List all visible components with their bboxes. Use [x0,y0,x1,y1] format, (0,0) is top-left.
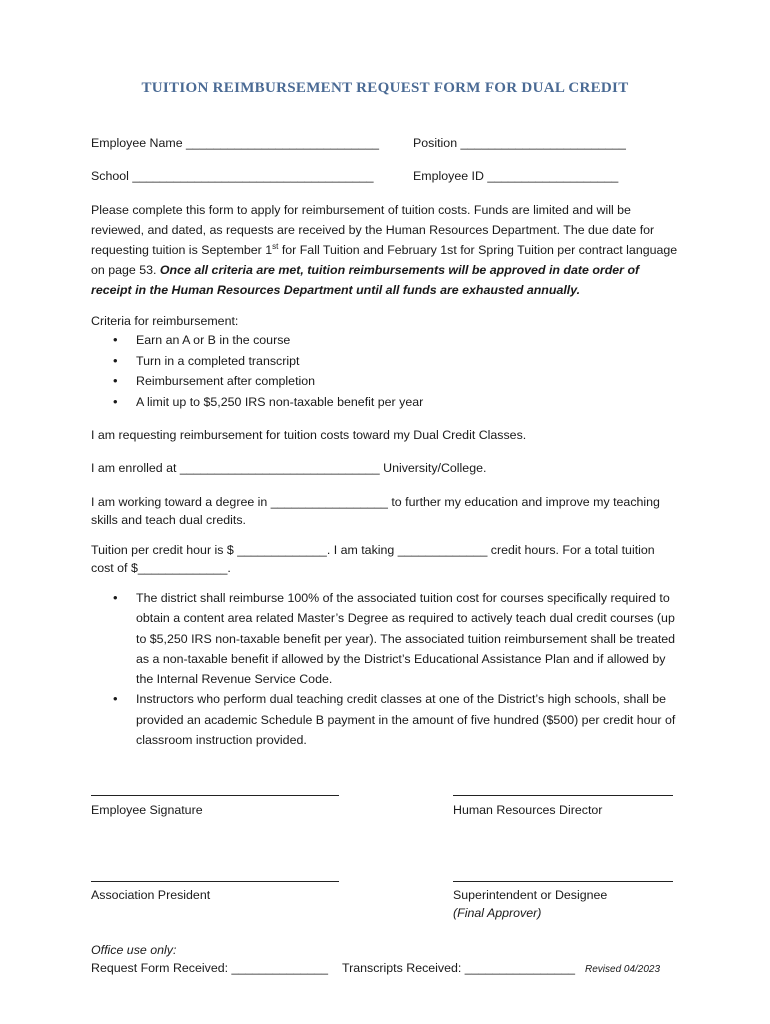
intro-text-1: Please complete this form to apply for reimbursement of tuition costs. Funds are limited and will be reviewed, and dated, as requests are received by the Human Resources Department. The due date for requesting tuition is September 1 [91,203,655,257]
policy-item: • Instructors who perform dual teaching credit classes at one of the District’s high schools, shall be provided an academic Schedule B payment in the amount of five hundred ($500) per credit hour of classroom instruction provided. [91,689,681,750]
employee-id-field[interactable]: Employee ID ___________________ [413,169,619,183]
association-president-label: Association President [91,888,211,902]
criteria-item: • Reimbursement after completion [91,371,691,392]
hr-director-signature-line[interactable] [453,795,673,796]
policy-item: • The district shall reimburse 100% of the associated tuition cost for courses specifically required to obtain a content area related Master’s Degree as required to actively teach dual credit courses (up to $5,250 IRS non-taxable benefit per year). The associated tuition reimbursement shall be treated as a non-taxable benefit if allowed by the District’s Educational Assistance Plan and if allowed by the Internal Revenue Service Code. [91,588,681,689]
criteria-item: • A limit up to $5,250 IRS non-taxable benefit per year [91,392,691,413]
form-title: TUITION REIMBURSEMENT REQUEST FORM FOR DUAL CREDIT [141,80,629,96]
school-field[interactable]: School ___________________________________ [91,169,374,183]
superintendent-signature-line[interactable] [453,881,673,882]
intro-text-2: for Fall Tuition and February 1st for Spring Tuition per contract language on page 53. [91,243,678,277]
tuition-statement[interactable]: Tuition per credit hour is $ _____________. I am taking _____________ credit hours. For a total tuition cost of $_____________. [91,543,655,575]
intro-superscript: st [272,241,279,251]
requesting-statement: I am requesting reimbursement for tuition costs toward my Dual Credit Classes. [91,428,527,442]
transcripts-received-field[interactable]: Transcripts Received: ________________ [342,961,576,975]
employee-signature-line[interactable] [91,795,339,796]
superintendent-label: Superintendent or Designee [453,888,608,902]
degree-statement[interactable]: I am working toward a degree in _________________ to further my education and improve my teaching skills and teach dual credits. [91,495,660,527]
employee-name-field[interactable]: Employee Name ____________________________ [91,136,379,150]
employee-signature-label: Employee Signature [91,803,203,817]
association-signature-line[interactable] [91,881,339,882]
intro-paragraph [91,200,681,300]
criteria-list [91,330,691,413]
position-field[interactable]: Position ________________________ [413,136,626,150]
request-form-received-field[interactable]: Request Form Received: ______________ [91,961,328,975]
office-use-heading: Office use only: [91,943,177,957]
revision-date: Revised 04/2023 [585,964,661,975]
intro-bold-notice: Once all criteria are met, tuition reimbursements will be approved in date order of receipt in the Human Resources Department until all funds are exhausted annually. [91,263,640,297]
policy-list [91,588,681,750]
criteria-heading: Criteria for reimbursement: [91,314,239,328]
final-approver-label: (Final Approver) [453,906,542,920]
criteria-item: • Turn in a completed transcript [91,351,691,372]
hr-director-label: Human Resources Director [453,803,603,817]
criteria-item: • Earn an A or B in the course [91,330,691,351]
enrolled-statement[interactable]: I am enrolled at _____________________________ University/College. [91,461,487,475]
